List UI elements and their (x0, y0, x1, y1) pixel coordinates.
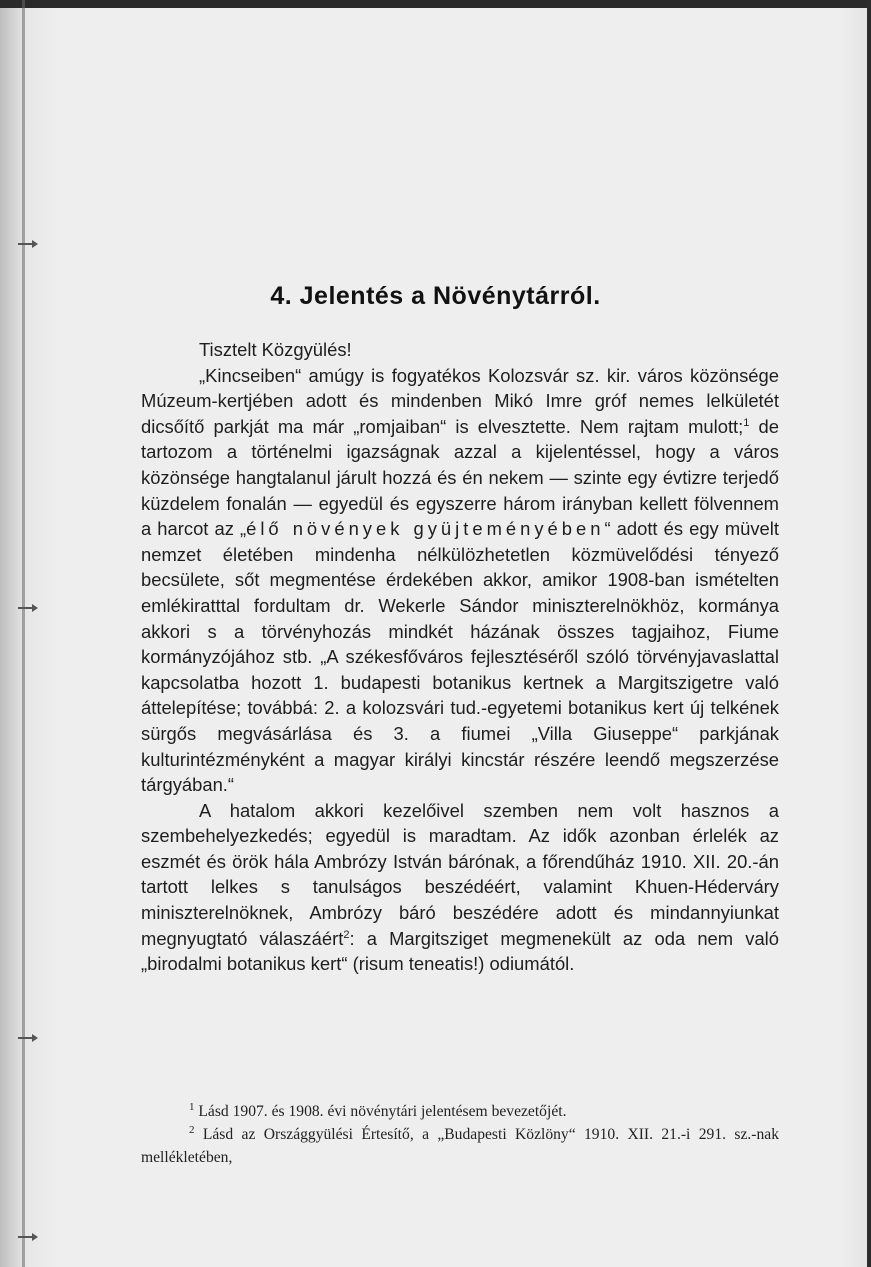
paragraph-1 (141, 363, 779, 798)
spaced-emphasis: élő növények gyüjteményében (246, 518, 605, 540)
page-right-edge (867, 0, 871, 1267)
binding-spine (22, 0, 25, 1267)
binding-mark (18, 1236, 34, 1238)
footnote-mark: 2 (189, 1123, 195, 1136)
footnote-1 (141, 1100, 779, 1123)
paragraph-2-text-b: : a Margitsziget megmenekült az oda nem való „birodalmi botanikus kert“ (risum teneatis!) odiumától. (141, 927, 779, 975)
paragraph-1-text-b: de tartozom a történelmi igazságnak azzal a kijelentéssel, hogy a város közönsége hangtalanul járult hozzá és én nekem — szinte egy évtizre terjedő küzdelem fonalán — egyedül és egyszerre három irányban kellett fölvennem a harcot az „ (141, 415, 779, 540)
binding-mark (18, 243, 34, 245)
page-top-edge (0, 0, 871, 8)
footnote-mark: 1 (189, 1100, 195, 1113)
footnote-2 (141, 1123, 779, 1169)
footnotes (141, 1100, 779, 1169)
footnote-ref-1: 1 (743, 416, 750, 429)
salutation: Tisztelt Közgyülés! (199, 339, 352, 360)
paragraph-1-text-a: „Kincseiben“ amúgy is fogyatékos Kolozsvár sz. kir. város közönsége Múzeum-kertjében adott és mindenben Mikó Imre gróf nemes lelkületét dicsőítő parkját ma már „romjaiban“ is elvesztette. Nem rajtam mulott; (141, 364, 779, 437)
section-heading: 4. Jelentés a Növénytárról. (270, 282, 601, 310)
binding-mark (18, 607, 34, 609)
binding-mark (18, 1037, 34, 1039)
report-body (141, 337, 779, 977)
footnote-text: Lásd az Országgyülési Értesítő, a „Budapesti Közlöny“ 1910. XII. 21.-i 291. sz.-nak mellékletében, (141, 1126, 779, 1166)
footnote-text: Lásd 1907. és 1908. évi növénytári jelentésem bevezetőjét. (194, 1103, 567, 1120)
paragraph-1-text-c: “ adott és egy müvelt nemzet életében mindenha nélkülözhetetlen közmüvelődési tényező becsülete, sőt megmentése érdekében akkor, amikor 1908-ban ismételten emlékiratttal fordultam dr. Wekerle Sándor miniszterelnökhöz, kormánya akkori s a törvényhozás mindkét házának összes tagjaihoz, Fiume kormányzójához stb. „A székesfőváros fejlesztéséről szóló törvényjavaslattal kapcsolatba hozott 1. budapesti botanikus kertnek a Margitszigetre való áttelepítése; továbbá: 2. a kolozsvári tud.-egyetemi botanikus kert új telkének sürgős megvásárlása és 3. a fiumei „Villa Giuseppe“ parkjának kulturintézményként a magyar királyi kincstár részére leendő megszerzése tárgyában.“ (141, 518, 779, 796)
footnote-ref-2: 2 (343, 928, 350, 941)
paragraph-2 (141, 798, 779, 977)
paragraph-2-text-a: A hatalom akkori kezelőivel szemben nem volt hasznos a szembehelyezkedés; egyedül is maradtam. Az idők azonban érlelék az eszmét és örök hála Ambrózy István bárónak, a főrendűház 1910. XII. 20.-án tartott lelkes s tanulságos beszédéért, valamint Khuen-Héderváry miniszterelnöknek, Ambrózy báró beszédére adott és mindannyiunkat megnyugtató válaszáért (141, 799, 779, 949)
